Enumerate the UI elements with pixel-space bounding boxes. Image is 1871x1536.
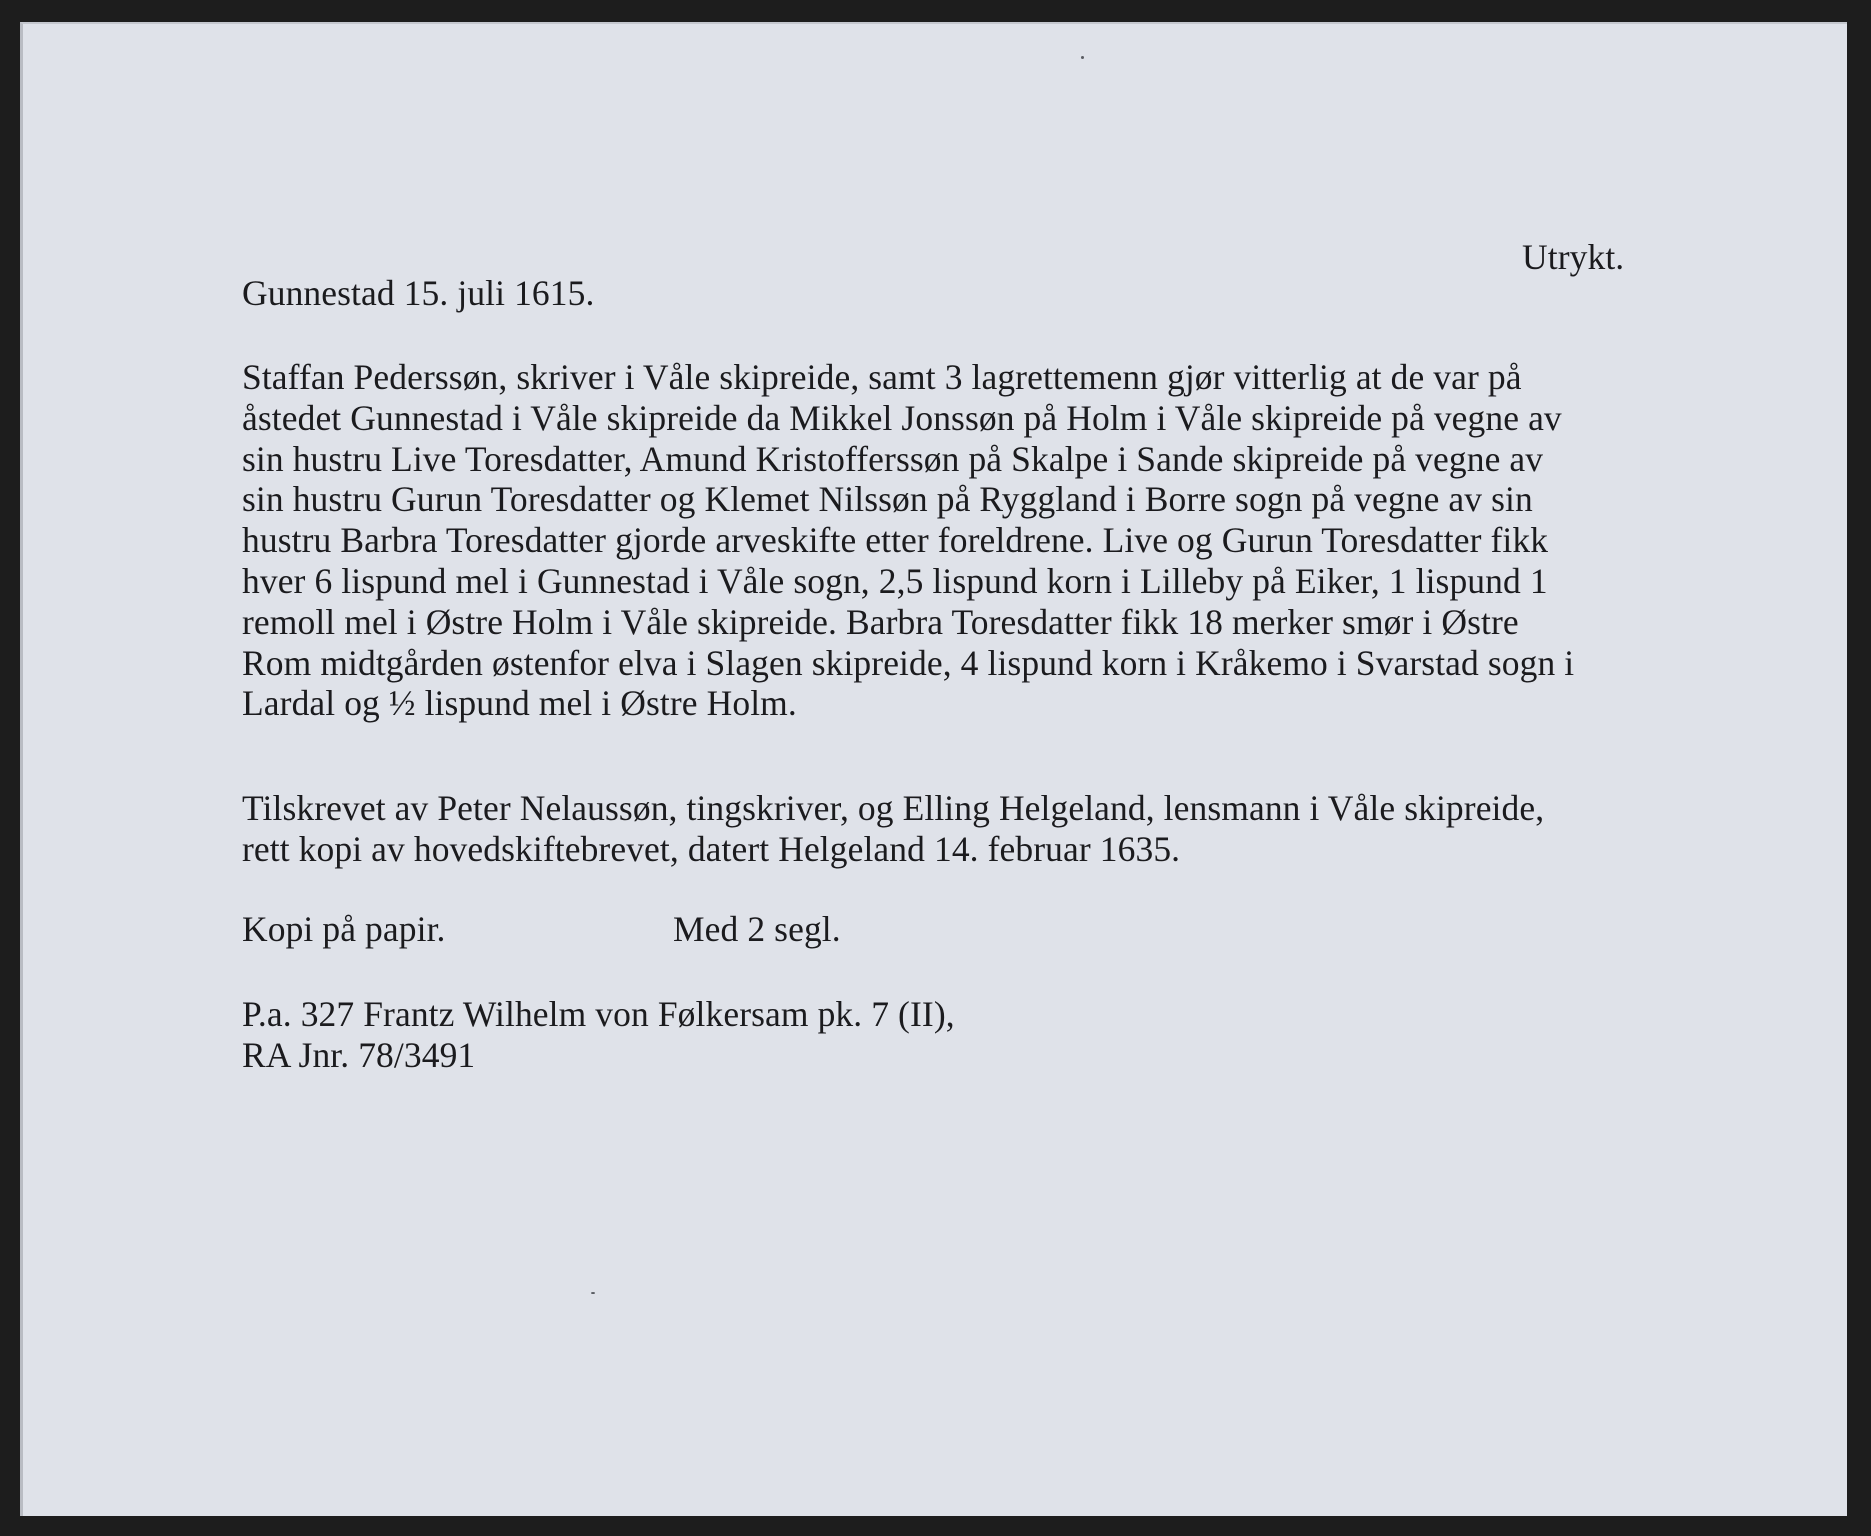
copy-note-line: Tilskrevet av Peter Nelaussøn, tingskriver, og Elling Helgeland, lensmann i Våle skipreide,: [242, 788, 1545, 828]
archive-line: P.a. 327 Frantz Wilhelm von Følkersam pk. 7 (II),: [242, 994, 955, 1034]
summary-line: Rom midtgården østenfor elva i Slagen skipreide, 4 lispund korn i Kråkemo i Svarstad sogn i: [242, 642, 1575, 683]
summary-line: sin hustru Gurun Toresdatter og Klemet Nilssøn på Ryggland i Borre sogn på vegne av sin: [242, 479, 1533, 520]
copy-note: [242, 788, 1544, 870]
summary-line: Staffan Pederssøn, skriver i Våle skipreide, samt 3 lagrettemenn gjør vitterlig at de var på: [242, 357, 1522, 397]
seals-note: Med 2 segl.: [673, 909, 841, 949]
document-date-place: Gunnestad 15. juli 1615.: [242, 273, 595, 313]
paper-speck: [591, 1292, 595, 1294]
summary-line: Lardal og ½ lispund mel i Østre Holm.: [242, 683, 797, 724]
copy-note-line: rett kopi av hovedskiftebrevet, datert Helgeland 14. februar 1635.: [242, 828, 1181, 869]
archive-line: RA Jnr. 78/3491: [242, 1034, 476, 1075]
medium-note: Kopi på papir.: [242, 909, 446, 949]
publication-status: Utrykt.: [1522, 237, 1625, 277]
summary-line: hustru Barbra Toresdatter gjorde arveskifte etter foreldrene. Live og Gurun Toresdatter fikk: [242, 520, 1549, 561]
document-summary: [242, 357, 1642, 724]
summary-line: åstedet Gunnestad i Våle skipreide da Mikkel Jonssøn på Holm i Våle skipreide på vegne av: [242, 397, 1562, 438]
summary-line: sin hustru Live Toresdatter, Amund Kristofferssøn på Skalpe i Sande skipreide på vegne av: [242, 438, 1544, 479]
paper-speck: [1081, 56, 1084, 59]
summary-line: hver 6 lispund mel i Gunnestad i Våle sogn, 2,5 lispund korn i Lilleby på Eiker, 1 lispund 1: [242, 560, 1548, 601]
archive-reference: [242, 994, 955, 1076]
summary-line: remoll mel i Østre Holm i Våle skipreide. Barbra Toresdatter fikk 18 merker smør i Østre: [242, 601, 1519, 642]
